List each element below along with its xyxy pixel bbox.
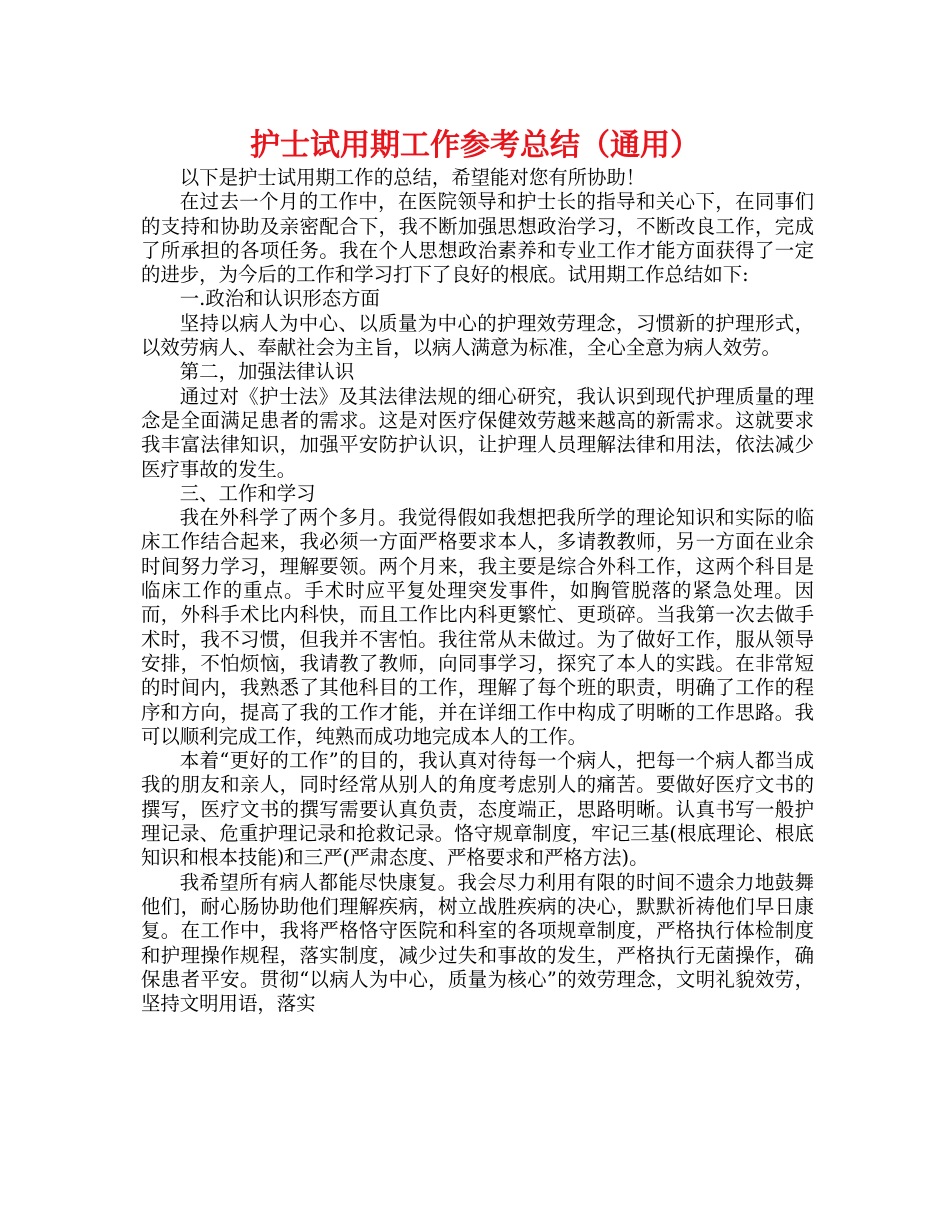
section-heading: 一.政治和认识形态方面 xyxy=(179,287,380,311)
section-heading: 第二，加强法律认识 xyxy=(179,360,355,384)
document-body xyxy=(141,166,814,1016)
body-paragraph: 通过对《护士法》及其法律法规的细心研究，我认识到现代护理质量的理念是全面满足患者的需求。这是对医疗保健效劳越来越高的新需求。这就要求我丰富法律知识，加强平安防护认识，让护理人员理解法律和用法，依法减少医疗事故的发生。 xyxy=(141,384,814,481)
body-paragraph: 本着“更好的工作”的目的，我认真对待每一个病人，把每一个病人都当成我的朋友和亲人，同时经常从别人的角度考虑别人的痛苦。要做好医疗文书的撰写，医疗文书的撰写需要认真负责，态度端正，思路明晰。认真书写一般护理记录、危重护理记录和抢救记录。恪守规章制度，牢记三基(根底理论、根底知识和根本技能)和三严(严肃态度、严格要求和严格方法)。 xyxy=(141,749,814,870)
intro-paragraph: 以下是护士试用期工作的总结，希望能对您有所协助！ xyxy=(179,166,646,189)
section-heading: 三、工作和学习 xyxy=(179,481,316,505)
document-title: 护士试用期工作参考总结（通用） xyxy=(250,128,700,163)
body-paragraph: 我希望所有病人都能尽快康复。我会尽力利用有限的时间不遗余力地鼓舞他们，耐心肠协助他们理解疾病，树立战胜疾病的决心，默默祈祷他们早日康复。在工作中，我将严格恪守医院和科室的各项规章制度，严格执行体检制度和护理操作规程，落实制度，减少过失和事故的发生，严格执行无菌操作，确保患者平安。贯彻“以病人为中心，质量为核心”的效劳理念，文明礼貌效劳，坚持文明用语，落实 xyxy=(141,870,814,1016)
body-paragraph: 在过去一个月的工作中，在医院领导和护士长的指导和关心下，在同事们的支持和协助及亲密配合下，我不断加强思想政治学习，不断改良工作，完成了所承担的各项任务。我在个人思想政治素养和专业工作才能方面获得了一定的进步，为今后的工作和学习打下了良好的根底。试用期工作总结如下: xyxy=(141,190,814,287)
body-paragraph: 我在外科学了两个多月。我觉得假如我想把我所学的理论知识和实际的临床工作结合起来，我必须一方面严格要求本人，多请教教师，另一方面在业余时间努力学习，理解要领。两个月来，我主要是综合外科工作，这两个科目是临床工作的重点。手术时应平复处理突发事件，如胸管脱落的紧急处理。因而，外科手术比内科快，而且工作比内科更繁忙、更琐碎。当我第一次去做手术时，我不习惯，但我并不害怕。我往常从未做过。为了做好工作，服从领导安排，不怕烦恼，我请教了教师，向同事学习，探究了本人的实践。在非常短的时间内，我熟悉了其他科目的工作，理解了每个班的职责，明确了工作的程序和方向，提高了我的工作才能，并在详细工作中构成了明晰的工作思路。我可以顺利完成工作，纯熟而成功地完成本人的工作。 xyxy=(141,506,814,748)
body-paragraph: 坚持以病人为中心、以质量为中心的护理效劳理念，习惯新的护理形式，以效劳病人、奉献社会为主旨，以病人满意为标准，全心全意为病人效劳。 xyxy=(141,311,814,360)
